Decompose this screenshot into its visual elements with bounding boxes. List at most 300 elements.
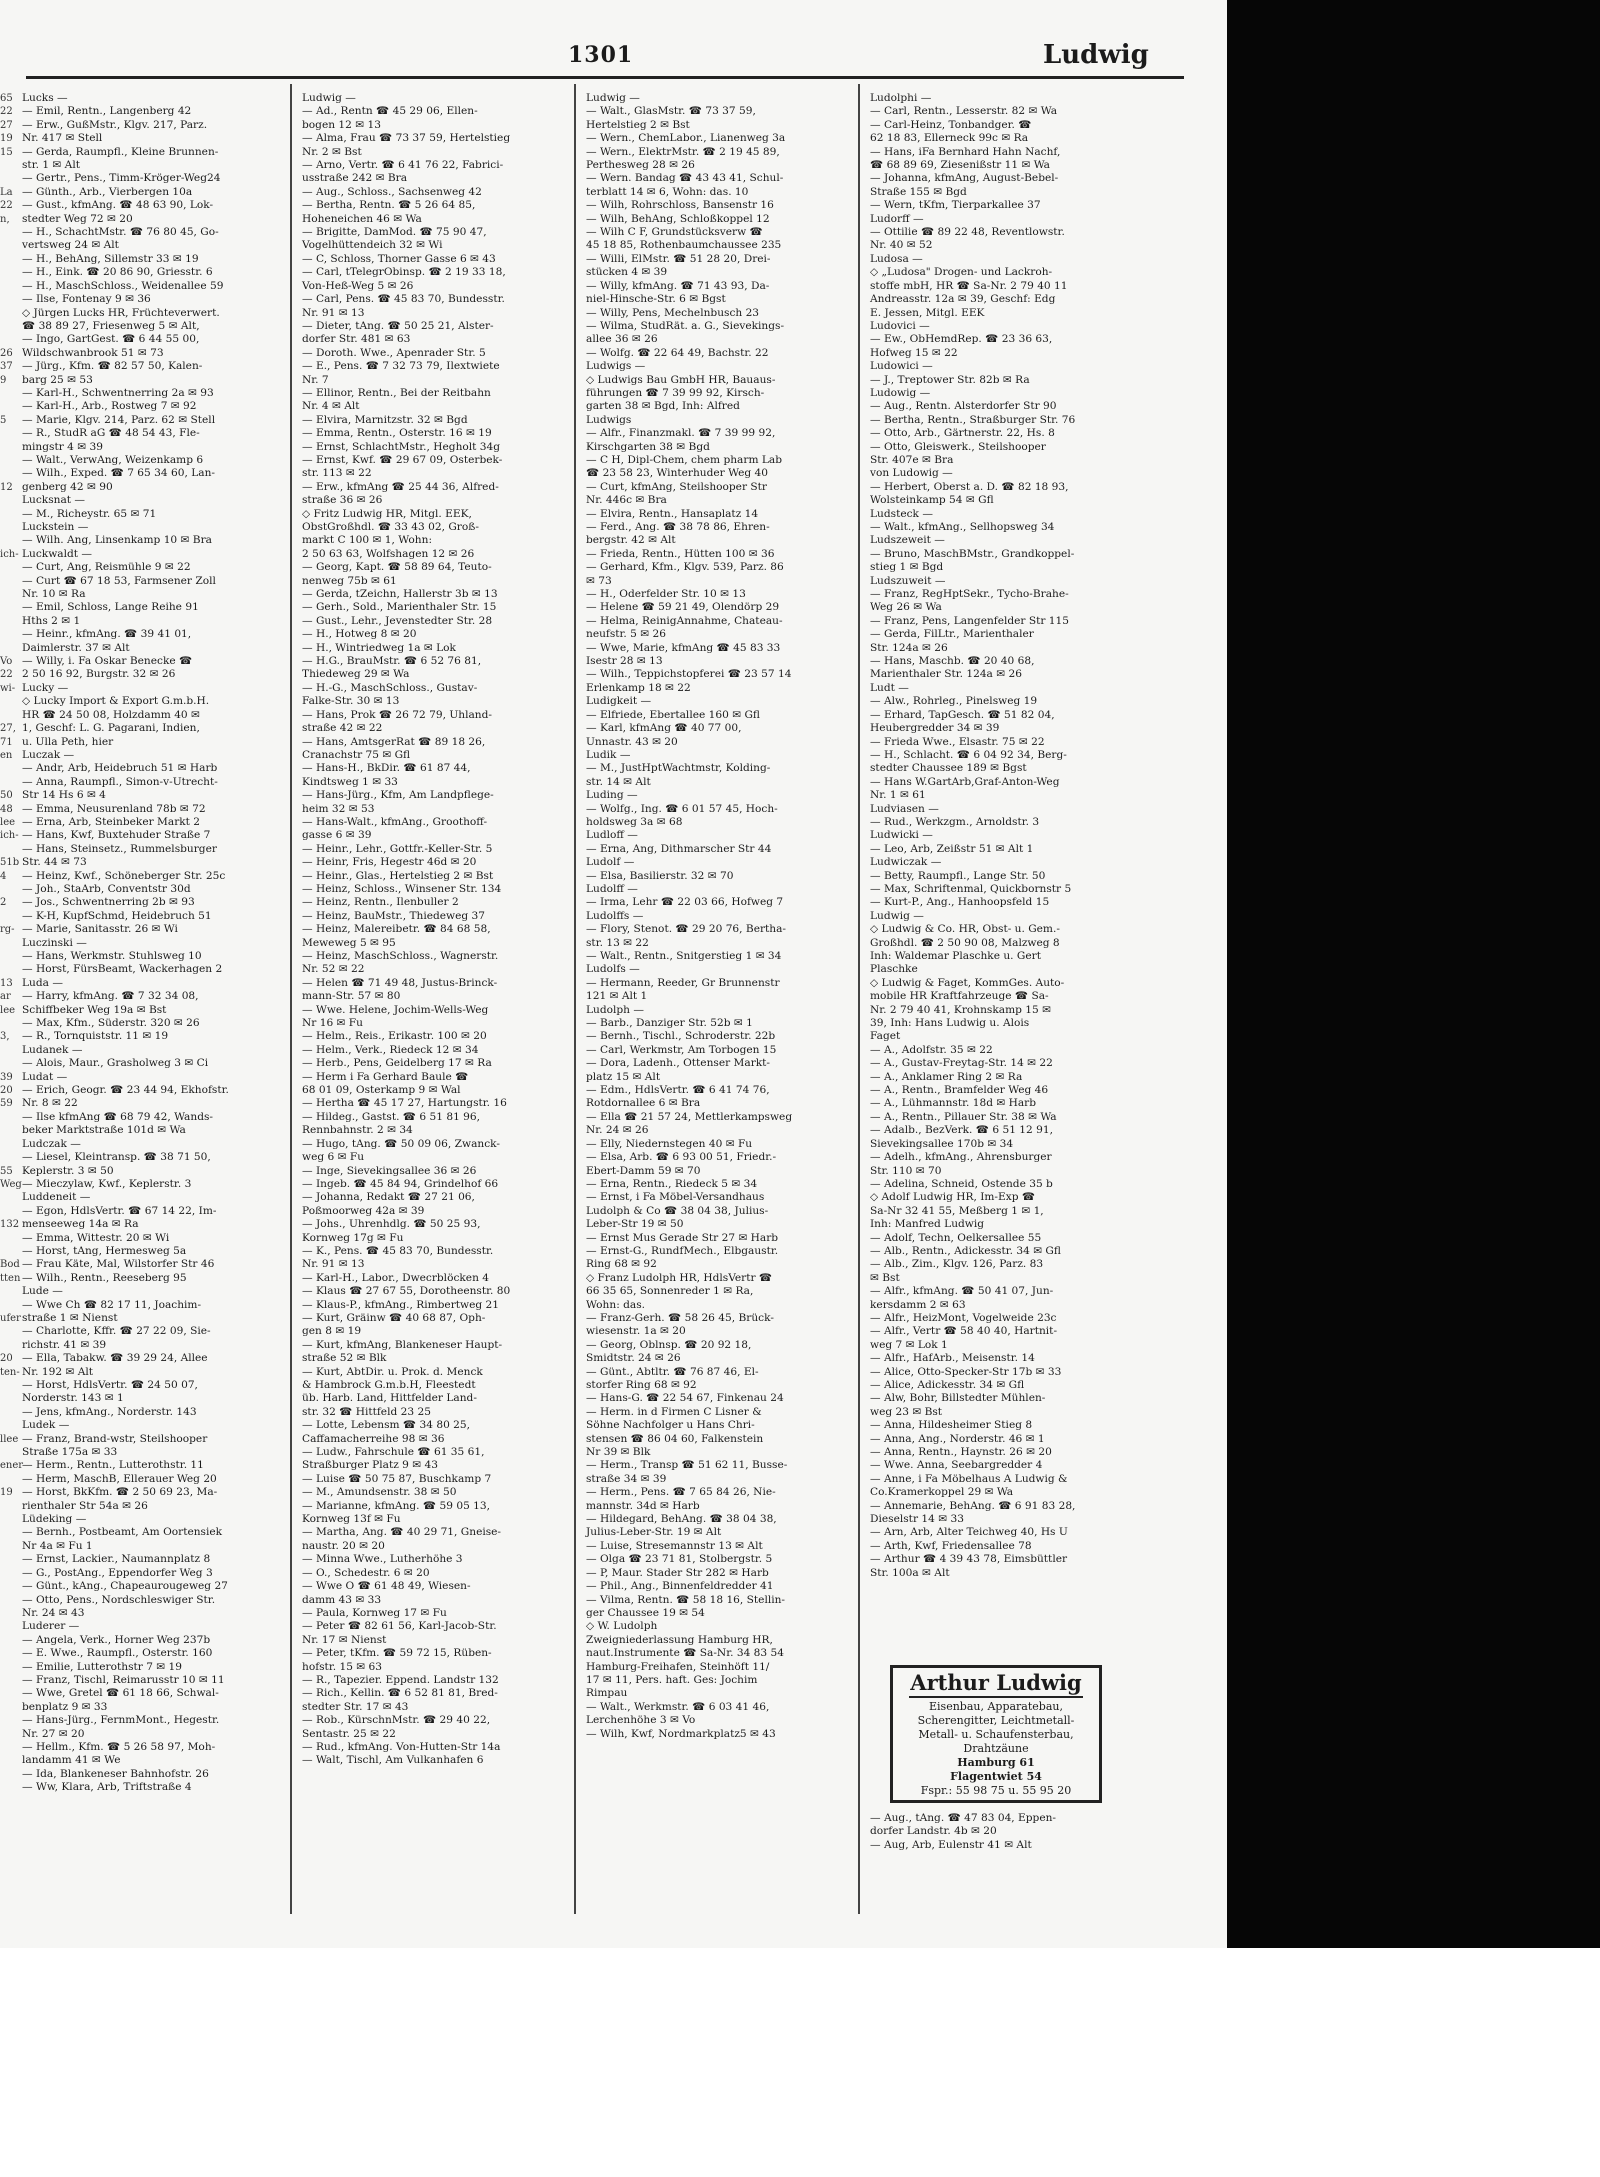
directory-entry-line: — Franz-Gerh. ☎ 58 26 45, Brück- — [586, 1311, 774, 1324]
directory-entry-line: Ludolf — — [586, 856, 635, 869]
directory-entry-line: — Wolfg. ☎ 22 64 49, Bachstr. 22 — [586, 346, 769, 359]
directory-entry-line: — Ad., Rentn ☎ 45 29 06, Ellen- — [302, 105, 478, 118]
directory-entry-line: — Elsa, Arb. ☎ 6 93 00 51, Friedr.- — [586, 1151, 777, 1164]
directory-entry-line: stieg 1 ✉ Bgd — [870, 561, 944, 574]
directory-entry-line: Luczak — — [22, 748, 75, 761]
directory-entry-line: Ludorff — — [870, 212, 924, 225]
margin-fragment — [0, 1446, 14, 1459]
ad-phone: Fspr.: 55 98 75 u. 55 95 20 — [920, 1784, 1072, 1797]
ad-divider — [909, 1696, 1083, 1698]
directory-entry-line: — J., Treptower Str. 82b ✉ Ra — [870, 373, 1030, 386]
directory-entry-line: ◇ Ludwig & Faget, KommGes. Auto- — [870, 976, 1065, 989]
directory-entry-line: — Hellm., Kfm. ☎ 5 26 58 97, Moh- — [22, 1740, 216, 1753]
directory-entry-line: 68 01 09, Osterkamp 9 ✉ Wal — [302, 1084, 461, 1097]
directory-entry-line: — Dora, Ladenh., Ottenser Markt- — [586, 1057, 771, 1070]
directory-entry-line: — Elvira, Marnitzstr. 32 ✉ Bgd — [302, 413, 468, 426]
directory-entry-line: Nr. 7 — [302, 373, 329, 386]
directory-entry-line: — Gust., kfmAng. ☎ 48 63 90, Lok- — [22, 199, 214, 212]
margin-fragment: 13 — [0, 977, 13, 989]
directory-entry-line: Ludigkeit — — [586, 695, 652, 708]
directory-entry-line: — Wilh. Ang, Linsenkamp 10 ✉ Bra — [22, 534, 212, 547]
margin-fragment: en — [0, 749, 13, 761]
directory-entry-line: Plaschke — [870, 963, 918, 976]
directory-entry-line: — Georg, Oblnsp. ☎ 20 92 18, — [586, 1338, 752, 1351]
margin-fragment — [0, 561, 14, 574]
directory-entry-line: allee 36 ✉ 26 — [586, 333, 658, 346]
directory-entry-line: — E., Pens. ☎ 7 32 73 79, Ilextwiete — [302, 360, 500, 373]
margin-fragment: 27 — [0, 119, 13, 131]
directory-entry-line: — Erna, Rentn., Riedeck 5 ✉ 34 — [586, 1177, 758, 1190]
directory-entry-line: — Hans-Jürg., FernmMont., Hegestr. — [22, 1714, 220, 1727]
directory-entry-line: — Heinr, Fris, Hegestr 46d ✉ 20 — [302, 856, 477, 869]
page-number: 1301 — [568, 42, 634, 68]
directory-entry-line: — Karl-H., Labor., Dwecrblöcken 4 — [302, 1271, 490, 1284]
directory-entry-line: str. 1 ✉ Alt — [22, 159, 80, 172]
directory-entry-line: — Horst, tAng, Hermesweg 5a — [22, 1244, 187, 1257]
directory-entry-line: Isestr 28 ✉ 13 — [586, 655, 663, 668]
margin-fragment — [0, 1151, 14, 1164]
directory-entry-line: — Elfriede, Ebertallee 160 ✉ Gfl — [586, 708, 760, 721]
directory-entry-line: — Arn, Arb, Alter Teichweg 40, Hs U — [870, 1526, 1068, 1539]
directory-entry-line: Nr. 192 ✉ Alt — [22, 1365, 94, 1378]
margin-fragment — [0, 293, 14, 306]
directory-entry-line: Wohn: das. — [586, 1298, 646, 1311]
directory-entry-line: straße 42 ✉ 22 — [302, 722, 383, 735]
directory-entry-line: — Carl, Werkmstr, Am Torbogen 15 — [586, 1043, 777, 1056]
directory-entry-line: — Ottilie ☎ 89 22 48, Reventlowstr. — [870, 226, 1065, 239]
directory-entry-line: Lude — — [22, 1285, 63, 1298]
directory-entry-line: — Ww, Klara, Arb, Triftstraße 4 — [22, 1781, 192, 1794]
directory-entry-line: ◇ Adolf Ludwig HR, Im-Exp ☎ — [870, 1191, 1036, 1204]
directory-entry-line: — Ilse, Fontenay 9 ✉ 36 — [22, 293, 151, 306]
directory-entry-line: Str 14 Hs 6 ✉ 4 — [22, 789, 106, 802]
column-divider — [574, 84, 576, 1914]
directory-entry-line: — Alw, Bohr, Billstedter Mühlen- — [870, 1392, 1046, 1405]
directory-entry-line: — Hans, Kwf, Buxtehuder Straße 7 — [22, 829, 211, 842]
directory-entry-line: — Hans-Jürg., Kfm, Am Landpflege- — [302, 789, 494, 802]
directory-entry-line: — Luise ☎ 50 75 87, Buschkamp 7 — [302, 1472, 492, 1485]
directory-entry-line: — Ella, Tabakw. ☎ 39 29 24, Allee — [22, 1352, 208, 1365]
ad-line: Scherengitter, Leichtmetall- — [917, 1714, 1075, 1727]
directory-entry-line: 39, Inh: Hans Ludwig u. Alois — [870, 1017, 1030, 1030]
directory-entry-line: Nr. 40 ✉ 52 — [870, 239, 933, 252]
directory-entry-line: — Arno, Vertr. ☎ 6 41 76 22, Fabrici- — [302, 159, 504, 172]
directory-entry-line: — A., Adolfstr. 35 ✉ 22 — [870, 1043, 993, 1056]
directory-entry-line: — Angela, Verk., Horner Weg 237b — [22, 1633, 211, 1646]
directory-entry-line: — E. Wwe., Raumpfl., Osterstr. 160 — [22, 1647, 213, 1660]
margin-fragment — [0, 427, 14, 440]
directory-entry-line: 62 18 83, Ellerneck 99c ✉ Ra — [870, 132, 1029, 145]
directory-entry-line: Nr. 2 79 40 41, Krohnskamp 15 ✉ — [870, 1003, 1052, 1016]
directory-entry-line: Nr. 8 ✉ 22 — [22, 1097, 78, 1110]
directory-entry-line: Lucky — — [22, 681, 69, 694]
directory-entry-line: — C H, Dipl-Chem, chem pharm Lab — [586, 453, 782, 466]
directory-entry-line: str. 113 ✉ 22 — [302, 467, 372, 480]
directory-entry-line: — Adelina, Schneid, Ostende 35 b — [870, 1177, 1053, 1190]
directory-entry-line: — Adalb., BezVerk. ☎ 6 51 12 91, — [870, 1124, 1053, 1137]
margin-fragment — [0, 762, 14, 775]
directory-entry-line: — Leo, Arb, Zeißstr 51 ✉ Alt 1 — [870, 842, 1034, 855]
directory-entry-line: — Andr, Arb, Heidebruch 51 ✉ Harb — [22, 762, 218, 775]
directory-entry-line: — Wwe. Helene, Jochim-Wells-Weg — [302, 1003, 489, 1016]
directory-entry-line: — H., SchachtMstr. ☎ 76 80 45, Go- — [22, 226, 219, 239]
directory-entry-line: Ludolffs — — [586, 909, 644, 922]
margin-fragment — [0, 239, 14, 252]
margin-fragment: 22 — [0, 669, 13, 681]
directory-entry-line: — Anna, Rentn., Haynstr. 26 ✉ 20 — [870, 1446, 1052, 1459]
directory-entry-line: — Ernst Mus Gerade Str 27 ✉ Harb — [586, 1231, 779, 1244]
margin-fragment — [0, 1044, 14, 1057]
directory-entry-line: — Walt., Werkmstr. ☎ 6 03 41 46, — [586, 1700, 770, 1713]
directory-entry-line: & Hambrock G.m.b.H, Fleestedt — [302, 1379, 476, 1391]
directory-entry-line: Ludszeweit — — [870, 534, 945, 547]
directory-entry-line: — Alfr., Vertr ☎ 58 40 40, Hartnit- — [870, 1325, 1058, 1338]
directory-entry-line: — Bernh., Tischl., Schroderstr. 22b — [586, 1030, 776, 1043]
directory-entry-line: — Marianne, kfmAng. ☎ 59 05 13, — [302, 1499, 491, 1512]
directory-entry-line: — Hildegard, BehAng. ☎ 38 04 38, — [586, 1513, 777, 1526]
directory-entry-line: Nr. 27 ✉ 20 — [22, 1727, 85, 1740]
directory-entry-line: 121 ✉ Alt 1 — [586, 990, 648, 1003]
directory-entry-line: — Marie, Klgv. 214, Parz. 62 ✉ Stell — [22, 413, 216, 426]
directory-entry-line: — Erich, Geogr. ☎ 23 44 94, Ekhofstr. — [22, 1084, 229, 1097]
directory-entry-line: — Hans, Maschb. ☎ 20 40 68, — [870, 655, 1035, 668]
directory-entry-line: — C, Schloss, Thorner Gasse 6 ✉ 43 — [302, 252, 496, 265]
directory-entry-line: stedter Str. 17 ✉ 43 — [302, 1700, 409, 1713]
directory-entry-line: — Wwe. Anna, Seebargredder 4 — [870, 1459, 1043, 1472]
directory-entry-line: — Ludw., Fahrschule ☎ 61 35 61, — [302, 1446, 485, 1459]
directory-entry-line: — Emil, Rentn., Langenberg 42 — [22, 105, 192, 118]
directory-entry-line: Ludek — — [22, 1419, 70, 1432]
margin-fragment: 26 — [0, 347, 13, 359]
directory-entry-line: Ludolph & Co ☎ 38 04 38, Julius- — [586, 1204, 769, 1217]
directory-entry-line: — Luise, Stresemannstr 13 ✉ Alt — [586, 1539, 763, 1552]
directory-entry-line: vertsweg 24 ✉ Alt — [22, 239, 119, 252]
margin-fragment: 27, — [0, 723, 16, 735]
directory-entry-line: Wolsteinkamp 54 ✉ Gfl — [870, 494, 994, 507]
directory-entry-line: üb. Harb. Land, Hittfelder Land- — [302, 1392, 477, 1405]
directory-entry-line: Falke-Str. 30 ✉ 13 — [302, 695, 400, 708]
directory-entry-line: Ludloff — — [586, 829, 638, 842]
margin-fragment — [0, 1339, 14, 1352]
directory-entry-line: — Curt, Ang, Reismühle 9 ✉ 22 — [22, 561, 191, 574]
directory-entry-line: straße 34 ✉ 39 — [586, 1472, 667, 1485]
margin-fragment: n, — [0, 213, 10, 225]
directory-entry-line: — Franz, Brand-wstr, Steilshooper — [22, 1432, 208, 1445]
directory-entry-line: str. 32 ☎ Hittfeld 23 25 — [302, 1405, 431, 1418]
directory-entry-line: Lucks — — [22, 92, 68, 104]
directory-entry-line: gen 8 ✉ 19 — [302, 1325, 362, 1338]
directory-entry-line: benplatz 9 ✉ 33 — [22, 1700, 108, 1713]
directory-entry-line: gasse 6 ✉ 39 — [302, 829, 372, 842]
directory-entry-line: Hamburg-Freihafen, Steinhöft 11/ — [586, 1660, 770, 1673]
ad-city: Hamburg 61 — [957, 1756, 1035, 1769]
directory-entry-line: menseeweg 14a ✉ Ra — [22, 1218, 139, 1231]
directory-entry-line: Meweweg 5 ✉ 95 — [302, 936, 396, 949]
column-divider — [290, 84, 292, 1914]
directory-entry-line: — G., PostAng., Eppendorfer Weg 3 — [22, 1566, 213, 1579]
margin-fragment — [0, 937, 14, 950]
directory-entry-line: von Ludowig — — [870, 467, 953, 480]
margin-fragment: Vo — [0, 656, 13, 668]
directory-entry-line: — Wwe O ☎ 61 48 49, Wiesen- — [302, 1580, 471, 1593]
directory-entry-line: — Helma, ReinigAnnahme, Chateau- — [586, 614, 783, 627]
directory-entry-line: Caffamacherreihe 98 ✉ 36 — [302, 1432, 445, 1445]
directory-entry-line: — Alfr., HeizMont, Vogelweide 23c — [870, 1311, 1057, 1324]
directory-entry-line: — Bernh., Postbeamt, Am Oortensiek — [22, 1526, 223, 1539]
directory-entry-line: Nr. 24 ✉ 43 — [22, 1606, 85, 1619]
margin-fragment — [0, 253, 14, 266]
margin-fragment: Bod — [0, 1259, 20, 1271]
directory-entry-line: — Dieter, tAng. ☎ 50 25 21, Alster- — [302, 319, 494, 332]
directory-entry-line: — Aug., Schloss., Sachsenweg 42 — [302, 185, 482, 198]
directory-entry-line: Thiedeweg 29 ✉ Wa — [302, 668, 410, 681]
margin-fragment — [0, 910, 14, 923]
directory-entry-line: Hertelstieg 2 ✉ Bst — [586, 118, 690, 131]
directory-entry-line: stedter Chaussee 189 ✉ Bgst — [870, 762, 1027, 775]
directory-entry-line: Kindtsweg 1 ✉ 33 — [302, 775, 398, 788]
margin-fragment — [0, 883, 14, 896]
margin-fragment: 15 — [0, 146, 13, 158]
margin-fragment: 20 — [0, 1085, 13, 1097]
margin-fragment — [0, 1392, 14, 1405]
directory-entry-line: — Ernst-G., RundfMech., Elbgaustr. — [586, 1244, 779, 1257]
directory-entry-line: — Lotte, Lebensm ☎ 34 80 25, — [302, 1419, 471, 1432]
directory-entry-line: — A., Anklamer Ring 2 ✉ Ra — [870, 1070, 1023, 1083]
directory-entry-line: markt C 100 ✉ 1, Wohn: — [302, 534, 433, 547]
directory-entry-line: — Carl, Rentn., Lesserstr. 82 ✉ Wa — [870, 105, 1058, 118]
margin-fragment: 65 — [0, 93, 13, 104]
directory-entry-line: Str. 124a ✉ 26 — [870, 641, 948, 654]
directory-entry-line: — Heinz, Kwf., Schöneberger Str. 25c — [22, 869, 226, 882]
directory-entry-line: Rimpau — [586, 1687, 628, 1700]
directory-entry-line: — Edm., HdlsVertr. ☎ 6 41 74 76, — [586, 1084, 770, 1097]
directory-entry-line: Kirschgarten 38 ✉ Bgd — [586, 440, 710, 453]
directory-entry-line: Ludczak — — [22, 1137, 81, 1150]
directory-entry-line: Rennbahnstr. 2 ✉ 34 — [302, 1124, 413, 1137]
directory-entry-line: ◇ Franz Ludolph HR, HdlsVertr ☎ — [586, 1271, 773, 1284]
directory-entry-line: damm 43 ✉ 33 — [302, 1593, 382, 1606]
directory-entry-line: ◇ Jürgen Lucks HR, Früchteverwert. — [22, 306, 220, 319]
directory-entry-line: — Flory, Stenot. ☎ 29 20 76, Bertha- — [586, 923, 786, 936]
directory-entry-line: — Jos., Schwentnerring 2b ✉ 93 — [22, 896, 195, 909]
margin-fragment — [0, 1406, 14, 1419]
directory-entry-line: Nr. 91 ✉ 13 — [302, 306, 365, 319]
directory-entry-line: ◇ Ludwig & Co. HR, Obst- u. Gem.- — [870, 923, 1060, 936]
margin-fragment — [0, 1325, 14, 1338]
directory-entry-line: — Kurt, kfmAng, Blankeneser Haupt- — [302, 1338, 503, 1351]
directory-entry-line: — A., Lühmannstr. 18d ✉ Harb — [870, 1097, 1037, 1110]
directory-entry-line: Inh: Manfred Ludwig — [870, 1218, 985, 1231]
directory-entry-line: 45 18 85, Rothenbaumchaussee 235 — [586, 239, 782, 252]
directory-entry-line: — Hans-H., BkDir. ☎ 61 87 44, — [302, 762, 471, 775]
directory-entry-line: mann-Str. 57 ✉ 80 — [302, 990, 401, 1003]
directory-entry-line: — Adolf, Techn, Oelkersallee 55 — [870, 1231, 1042, 1244]
directory-entry-line: — K., Pens. ☎ 45 83 70, Bundesstr. — [302, 1244, 494, 1257]
directory-entry-line: Norderstr. 143 ✉ 1 — [22, 1392, 124, 1405]
directory-entry-line: — Gerda, Raumpfl., Kleine Brunnen- — [22, 145, 219, 158]
directory-entry-line: — Heinz, MaschSchloss., Wagnerstr. — [302, 950, 499, 962]
directory-entry-line: — Barb., Danziger Str. 52b ✉ 1 — [586, 1017, 753, 1030]
directory-entry-line: — Wilh., Exped. ☎ 7 65 34 60, Lan- — [22, 467, 215, 480]
directory-entry-line: — Rob., KürschnMstr. ☎ 29 40 22, — [302, 1714, 491, 1727]
directory-entry-line: — Wilh, Kwf, Nordmarkplatz5 ✉ 43 — [586, 1727, 776, 1740]
directory-entry-line: bogen 12 ✉ 13 — [302, 118, 381, 131]
directory-entry-line: rienthaler Str 54a ✉ 26 — [22, 1499, 148, 1512]
margin-fragment — [0, 695, 14, 708]
advertisement-box — [890, 1665, 1102, 1803]
directory-entry-line: — Frieda Wwe., Elsastr. 75 ✉ 22 — [870, 735, 1045, 748]
directory-entry-line: — Ew., ObHemdRep. ☎ 23 36 63, — [870, 333, 1053, 346]
margin-fragment — [0, 441, 14, 454]
directory-entry-line: nenweg 75b ✉ 61 — [302, 574, 397, 587]
margin-fragment — [0, 1057, 14, 1070]
directory-entry-line: Ludosa — — [870, 252, 923, 265]
directory-entry-line: — Walt, Tischl, Am Vulkanhafen 6 — [302, 1754, 484, 1767]
directory-entry-line: — Carl, tTelegrObinsp. ☎ 2 19 33 18, — [302, 266, 506, 279]
margin-fragment — [0, 320, 14, 333]
directory-entry-line: — Erw., GußMstr., Klgv. 217, Parz. — [22, 118, 208, 131]
directory-entry-line: — Ferd., Ang. ☎ 38 78 86, Ehren- — [586, 521, 770, 533]
directory-entry-line: ger Chaussee 19 ✉ 54 — [586, 1606, 705, 1619]
directory-entry-line: Leber-Str 19 ✉ 50 — [586, 1218, 684, 1231]
directory-entry-line: — Harry, kfmAng. ☎ 7 32 34 08, — [22, 990, 199, 1003]
directory-entry-line: Unnastr. 43 ✉ 20 — [586, 735, 678, 748]
directory-entry-line: Ludwigs — — [586, 360, 646, 373]
directory-entry-line: Hoheneichen 46 ✉ Wa — [302, 212, 422, 225]
directory-entry-line: Ludwig — — [586, 92, 640, 104]
directory-entry-line: — R., Tornquiststr. 11 ✉ 19 — [22, 1030, 169, 1043]
directory-entry-line: Nr. 417 ✉ Stell — [22, 132, 103, 145]
directory-entry-line: Sievekingsallee 170b ✉ 34 — [870, 1137, 1014, 1150]
margin-fragment: 4 — [0, 870, 7, 882]
directory-entry-line: Nr. 17 ✉ Nienst — [302, 1633, 387, 1646]
directory-entry-line: — Erhard, TapGesch. ☎ 51 82 04, — [870, 708, 1055, 721]
directory-entry-line: — Wilh, Rohrschloss, Bansenstr 16 — [586, 199, 774, 212]
directory-entry-line: — Wwe, Marie, kfmAng ☎ 45 83 33 — [586, 641, 781, 654]
margin-fragment: 39 — [0, 1071, 13, 1083]
directory-entry-line: Ludwig — — [302, 92, 356, 104]
directory-entry-line: — Herbert, Oberst a. D. ☎ 82 18 93, — [870, 480, 1069, 493]
directory-entry-line: — Hans, Werkmstr. Stuhlsweg 10 — [22, 950, 202, 962]
directory-entry-line: — Johs., Uhrenhdlg. ☎ 50 25 93, — [302, 1218, 481, 1231]
directory-entry-line: str. 14 ✉ Alt — [586, 775, 651, 788]
directory-entry-line: garten 38 ✉ Bgd, Inh: Alfred — [586, 400, 740, 413]
directory-entry-line: — O., Schedestr. 6 ✉ 20 — [302, 1566, 430, 1579]
directory-entry-line: Nr 4a ✉ Fu 1 — [22, 1539, 93, 1552]
directory-entry-line: — Wilh C F, Grundstücksverw ☎ — [586, 226, 763, 239]
directory-entry-line: — H., Wintriedweg 1a ✉ Lok — [302, 641, 456, 654]
directory-entry-line: Erlenkamp 18 ✉ 22 — [586, 681, 691, 694]
margin-fragment — [0, 1205, 14, 1218]
margin-fragment: ufer — [0, 1312, 21, 1324]
directory-entry-line: — Herm., Pens. ☎ 7 65 84 26, Nie- — [586, 1486, 776, 1499]
directory-entry-line: — Kurt, AbtDir. u. Prok. d. Menck — [302, 1365, 483, 1378]
directory-entry-line: Ludovici — — [870, 319, 930, 332]
directory-entry-line: dorfer Landstr. 4b ✉ 20 — [870, 1825, 997, 1838]
directory-entry-line: ◇ „Ludosa" Drogen- und Lackroh- — [870, 266, 1053, 279]
margin-fragment: wi- — [0, 682, 16, 694]
directory-entry-line: Ludat — — [22, 1070, 68, 1083]
directory-entry-line: 2 50 63 63, Wolfshagen 12 ✉ 26 — [302, 547, 475, 560]
margin-fragment: lee — [0, 1004, 16, 1016]
directory-entry-line: — Erw., kfmAng ☎ 25 44 36, Alfred- — [302, 480, 499, 493]
margin-fragment — [0, 494, 14, 507]
directory-entry-line: — M., JustHptWachtmstr, Kolding- — [586, 762, 771, 775]
directory-entry-line: — Minna Wwe., Lutherhöhe 3 — [302, 1553, 463, 1566]
directory-entry-line: u. Ulla Peth, hier — [22, 735, 114, 748]
directory-entry-line: — Carl, Pens. ☎ 45 83 70, Bundesstr. — [302, 293, 505, 306]
directory-entry-line: — Aug, Arb, Eulenstr 41 ✉ Alt — [870, 1838, 1032, 1851]
margin-fragment — [0, 307, 14, 320]
directory-entry-line: holdsweg 3a ✉ 68 — [586, 815, 683, 828]
margin-fragment: ich- — [0, 548, 19, 560]
margin-fragment — [0, 1473, 14, 1486]
directory-entry-line: Ludolph — — [586, 1003, 644, 1016]
directory-entry-line: — Horst, HdlsVertr. ☎ 24 50 07, — [22, 1379, 198, 1391]
directory-entry-line: — Alb., Rentn., Adickesstr. 34 ✉ Gfl — [870, 1244, 1061, 1257]
directory-entry-line: landamm 41 ✉ We — [22, 1754, 121, 1767]
running-head: Ludwig — [1043, 40, 1149, 70]
margin-fragment: ar — [0, 991, 11, 1003]
directory-entry-line: — Joh., StaArb, Conventstr 30d — [22, 882, 191, 895]
directory-entry-line: — Rud., Werkzgm., Arnoldstr. 3 — [870, 815, 1040, 828]
directory-entry-line: — Hertha ☎ 45 17 27, Hartungstr. 16 — [302, 1097, 507, 1110]
directory-entry-line: stücken 4 ✉ 39 — [586, 266, 668, 279]
directory-entry-line: naustr. 20 ✉ 20 — [302, 1539, 385, 1552]
directory-entry-line: — Helm., Reis., Erikastr. 100 ✉ 20 — [302, 1030, 487, 1043]
directory-entry-line: Schiffbeker Weg 19a ✉ Bst — [22, 1003, 167, 1016]
directory-entry-line: stedter Weg 72 ✉ 20 — [22, 212, 133, 225]
directory-entry-line: — Bruno, MaschBMstr., Grandkoppel- — [870, 547, 1075, 560]
directory-entry-line: mingstr 4 ✉ 39 — [22, 440, 103, 453]
directory-entry-line: — Walt., VerwAng, Weizenkamp 6 — [22, 453, 204, 466]
directory-entry-line: Faget — [870, 1030, 901, 1043]
directory-entry-line: genberg 42 ✉ 90 — [22, 480, 113, 493]
directory-entry-line: — Wwe Ch ☎ 82 17 11, Joachim- — [22, 1298, 202, 1311]
margin-fragment — [0, 1419, 14, 1432]
directory-entry-line: Lucksnat — — [22, 494, 86, 507]
margin-fragment: 3, — [0, 1031, 10, 1043]
directory-entry-line: ☎ 23 58 23, Winterhuder Weg 40 — [586, 467, 769, 480]
directory-entry-line: — Heinr., Lehr., Gottfr.-Keller-Str. 5 — [302, 842, 493, 855]
directory-entry-line: — Irma, Lehr ☎ 22 03 66, Hofweg 7 — [586, 896, 784, 909]
margin-fragment — [0, 615, 14, 628]
directory-entry-line: richstr. 41 ✉ 39 — [22, 1338, 107, 1351]
directory-entry-line: — Alma, Frau ☎ 73 37 59, Hertelstieg — [302, 132, 511, 145]
directory-entry-line: — Paula, Kornweg 17 ✉ Fu — [302, 1606, 447, 1619]
directory-entry-line: — Betty, Raumpfl., Lange Str. 50 — [870, 869, 1046, 882]
directory-entry-line: — Herb., Pens, Geidelberg 17 ✉ Ra — [302, 1057, 492, 1070]
directory-entry-line: Nr. 52 ✉ 22 — [302, 963, 365, 976]
directory-entry-line: — H., BehAng, Sillemstr 33 ✉ 19 — [22, 252, 199, 265]
directory-entry-line: — Ernst, i Fa Möbel-Versandhaus — [586, 1191, 765, 1204]
directory-entry-line: Luddeneit — — [22, 1191, 91, 1204]
margin-fragment: ich- — [0, 830, 19, 842]
directory-entry-line: — Elvira, Rentn., Hansaplatz 14 — [586, 507, 759, 520]
directory-entry-line: — Ernst, SchlachtMstr., Hegholt 34g — [302, 440, 501, 453]
directory-entry-line: — H.G., BrauMstr. ☎ 6 52 76 81, — [302, 655, 482, 668]
directory-entry-line: — Mieczylaw, Kwf., Keplerstr. 3 — [22, 1177, 192, 1190]
directory-entry-line: — Hugo, tAng. ☎ 50 09 06, Zwanck- — [302, 1137, 500, 1150]
margin-fragment: 22 — [0, 106, 13, 118]
directory-entry-line: Ludanek — — [22, 1043, 83, 1056]
directory-entry-line: dorfer Str. 481 ✉ 63 — [302, 333, 411, 346]
directory-entry-line: Luding — — [586, 789, 638, 802]
directory-entry-line: ◇ Lucky Import & Export G.m.b.H. — [22, 695, 210, 708]
directory-entry-line: Ludt — — [870, 681, 909, 694]
directory-entry-line: — Franz, RegHptSekr., Tycho-Brahe- — [870, 588, 1069, 601]
directory-entry-line: Straße 155 ✉ Bgd — [870, 185, 967, 198]
